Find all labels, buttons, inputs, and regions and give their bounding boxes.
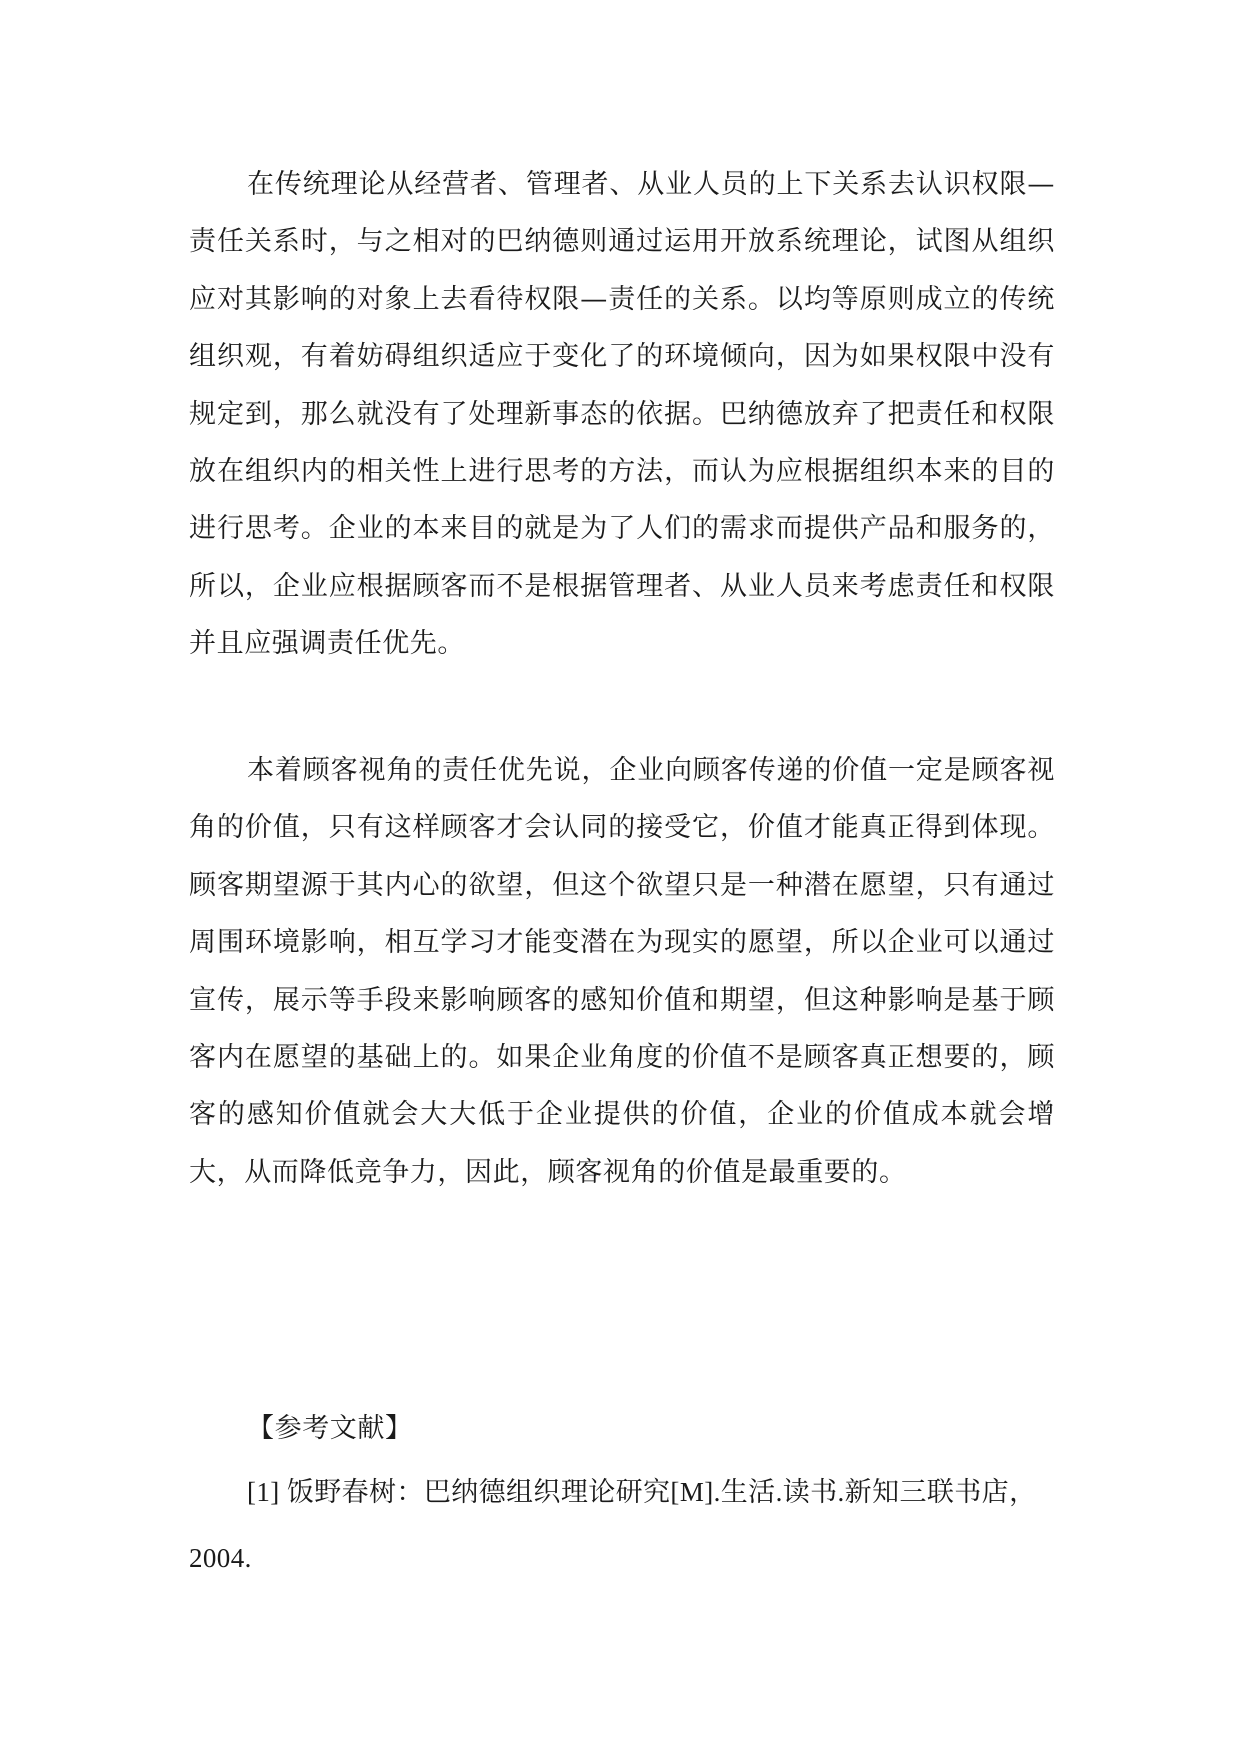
body-paragraph: 在传统理论从经营者、管理者、从业人员的上下关系去认识权限—责任关系时，与之相对的巴纳德则通过运用开放系统理论，试图从组织应对其影响的对象上去看待权限—责任的关系。以均等原则成立的传统组织观，有着妨碍组织适应于变化了的环境倾向，因为如果权限中没有规定到，那么就没有了处理新事态的依据。巴纳德放弃了把责任和权限放在组织内的相关性上进行思考的方法，而认为应根据组织本来的目的进行思考。企业的本来目的就是为了人们的需求而提供产品和服务的，所以，企业应根据顾客而不是根据管理者、从业人员来考虑责任和权限并且应强调责任优先。 — [189, 169, 1055, 660]
body-paragraph: 本着顾客视角的责任优先说，企业向顾客传递的价值一定是顾客视角的价值，只有这样顾客才会认同的接受它，价值才能真正得到体现。顾客期望源于其内心的欲望，但这个欲望只是一种潜在愿望，只有通过周围环境影响，相互学习才能变潜在为现实的愿望，所以企业可以通过宣传，展示等手段来影响顾客的感知价值和期望，但这种影响是基于顾客内在愿望的基础上的。如果企业角度的价值不是顾客真正想要的，顾客的感知价值就会大大低于企业提供的价值，企业的价值成本就会增大，从而降低竞争力，因此，顾客视角的价值是最重要的。 — [189, 755, 1055, 1188]
reference-item: [1] 饭野春树：巴纳德组织理论研究[M].生活.读书.新知三联书店，2004. — [189, 1477, 1037, 1573]
references-heading: 【参考文献】 — [247, 1413, 413, 1444]
